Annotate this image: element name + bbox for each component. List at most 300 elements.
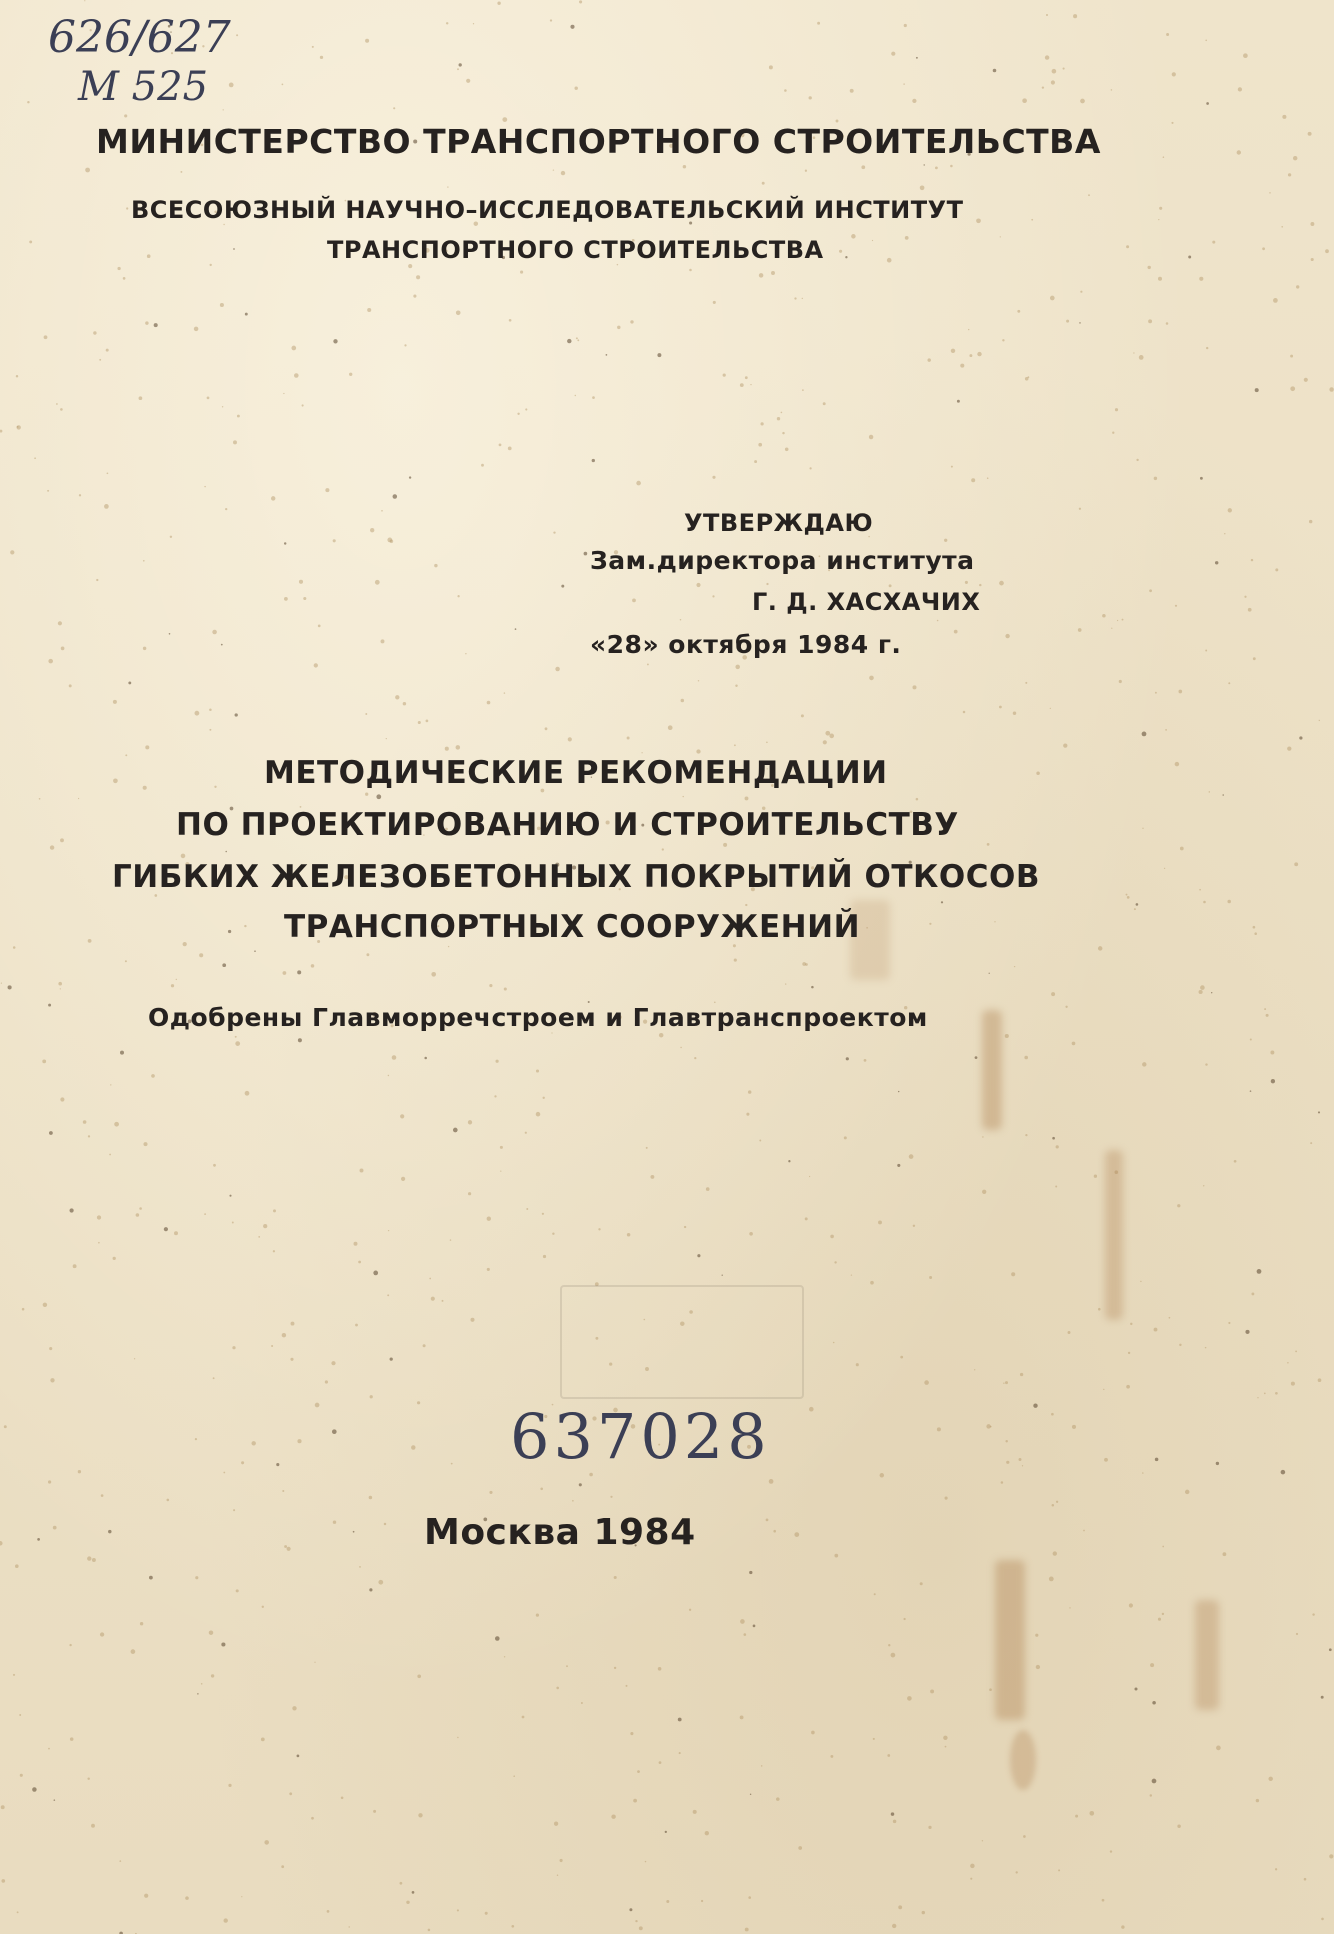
- paper-speck: [1264, 1393, 1266, 1395]
- paper-speck: [1154, 1328, 1158, 1332]
- paper-speck: [1205, 650, 1207, 652]
- paper-speck: [229, 83, 234, 88]
- paper-speck: [834, 1261, 836, 1263]
- paper-speck: [1237, 150, 1241, 154]
- paper-speck: [333, 1520, 336, 1523]
- paper-speck: [982, 1840, 983, 1841]
- paper-speck: [762, 182, 765, 185]
- paper-speck: [13, 946, 16, 949]
- ministry-heading: МИНИСТЕРСТВО ТРАНСПОРТНОГО СТРОИТЕЛЬСТВА: [96, 122, 1101, 161]
- paper-speck: [228, 930, 231, 933]
- paper-speck: [497, 1, 500, 4]
- paper-speck: [753, 1625, 756, 1628]
- paper-speck: [1270, 1051, 1274, 1055]
- paper-speck: [1178, 690, 1182, 694]
- paper-speck: [1275, 1392, 1278, 1395]
- paper-speck: [388, 1230, 389, 1231]
- paper-speck: [560, 1859, 563, 1862]
- paper-speck: [1051, 1413, 1054, 1416]
- paper-speck: [970, 1864, 975, 1869]
- paper-speck: [504, 987, 507, 990]
- paper-speck: [245, 1091, 250, 1096]
- paper-speck: [282, 1490, 284, 1492]
- paper-speck: [1248, 608, 1252, 612]
- paper-speck: [1200, 477, 1203, 480]
- paper-speck: [916, 798, 919, 801]
- paper-speck: [844, 1136, 847, 1139]
- paper-speck: [759, 1140, 761, 1142]
- paper-speck: [429, 1278, 431, 1280]
- document-title-line1: МЕТОДИЧЕСКИЕ РЕКОМЕНДАЦИИ: [264, 755, 888, 791]
- paper-speck: [1257, 1269, 1262, 1274]
- paper-speck: [1329, 1648, 1332, 1651]
- paper-speck: [457, 1909, 459, 1911]
- paper-speck: [44, 335, 48, 339]
- paper-speck: [312, 46, 314, 48]
- paper-speck: [1079, 508, 1081, 510]
- paper-speck: [944, 539, 947, 542]
- institute-heading-line2: ТРАНСПОРТНОГО СТРОИТЕЛЬСТВА: [327, 236, 824, 264]
- paper-speck: [370, 1395, 373, 1398]
- paper-speck: [794, 1532, 799, 1537]
- paper-speck: [1149, 589, 1152, 592]
- paper-speck: [496, 1060, 499, 1063]
- paper-speck: [689, 269, 692, 272]
- approval-position: Зам.директора института: [590, 546, 975, 575]
- paper-speck: [1051, 80, 1055, 84]
- paper-speck: [232, 1346, 235, 1349]
- paper-speck: [977, 352, 981, 356]
- paper-speck: [798, 1846, 802, 1850]
- paper-speck: [1111, 89, 1113, 91]
- paper-speck: [617, 326, 620, 329]
- paper-speck: [393, 107, 395, 109]
- paper-speck: [606, 354, 608, 356]
- paper-speck: [515, 628, 517, 630]
- paper-speck: [999, 706, 1002, 709]
- paper-speck: [417, 1674, 421, 1678]
- paper-speck: [681, 699, 685, 703]
- paper-speck: [93, 331, 96, 334]
- paper-speck: [574, 86, 577, 89]
- paper-speck: [769, 1479, 774, 1484]
- paper-speck: [869, 435, 873, 439]
- paper-speck: [108, 1530, 111, 1533]
- paper-speck: [222, 406, 223, 407]
- paper-speck: [271, 1345, 273, 1347]
- paper-speck: [1075, 1815, 1078, 1818]
- paper-speck: [1136, 459, 1138, 461]
- paper-speck: [381, 639, 385, 643]
- paper-speck: [851, 1274, 852, 1275]
- paper-speck: [811, 986, 814, 989]
- paper-speck: [79, 494, 81, 496]
- paper-speck: [375, 580, 380, 585]
- paper-speck: [650, 1175, 654, 1179]
- paper-speck: [185, 1896, 189, 1900]
- paper-speck: [88, 939, 92, 943]
- paper-speck: [869, 676, 874, 681]
- paper-speck: [366, 953, 369, 956]
- paper-speck: [1127, 896, 1130, 899]
- paper-speck: [536, 1613, 539, 1616]
- paper-speck: [176, 979, 177, 980]
- paper-speck: [235, 1041, 240, 1046]
- paper-speck: [1104, 1458, 1108, 1462]
- paper-speck: [294, 373, 299, 378]
- paper-speck: [60, 838, 64, 842]
- paper-speck: [222, 963, 226, 967]
- paper-speck: [874, 1593, 876, 1595]
- paper-speck: [1140, 1281, 1141, 1282]
- paper-speck: [617, 264, 619, 266]
- paper-speck: [302, 404, 304, 406]
- paper-speck: [228, 1784, 231, 1787]
- paper-speck: [647, 663, 649, 665]
- paper-speck: [805, 170, 807, 172]
- handwritten-shelf-mark: М 525: [78, 64, 209, 110]
- paper-speck: [943, 1736, 947, 1740]
- paper-speck: [504, 1656, 505, 1657]
- paper-speck: [759, 273, 764, 278]
- paper-speck: [929, 923, 931, 925]
- paper-speck: [96, 579, 98, 581]
- paper-speck: [53, 1526, 57, 1530]
- paper-speck: [1293, 156, 1297, 160]
- paper-speck: [50, 1378, 54, 1382]
- paper-speck: [734, 744, 736, 746]
- paper-speck: [1243, 53, 1248, 58]
- paper-speck: [1142, 732, 1147, 737]
- paper-speck: [258, 1236, 260, 1238]
- paper-speck: [287, 1547, 291, 1551]
- paper-speck: [705, 1831, 709, 1835]
- paper-speck: [48, 1748, 50, 1750]
- paper-speck: [922, 1911, 925, 1914]
- paper-speck: [1188, 256, 1191, 259]
- paper-speck: [639, 1926, 643, 1930]
- paper-speck: [325, 488, 329, 492]
- paper-speck: [935, 167, 938, 170]
- paper-speck: [311, 1817, 314, 1820]
- paper-speck: [830, 1235, 834, 1239]
- paper-speck: [78, 1470, 81, 1473]
- paper-speck: [1245, 1330, 1249, 1334]
- paper-speck: [47, 490, 49, 492]
- paper-speck: [976, 218, 981, 223]
- paper-speck: [27, 101, 29, 103]
- paper-speck: [941, 901, 943, 903]
- paper-speck: [378, 1580, 383, 1585]
- paper-speck: [781, 412, 783, 414]
- paper-speck: [1175, 762, 1179, 766]
- paper-speck: [665, 1831, 667, 1833]
- paper-speck: [903, 1618, 905, 1620]
- paper-speck: [1224, 533, 1225, 534]
- paper-speck: [1150, 1663, 1154, 1667]
- paper-speck: [43, 1303, 47, 1307]
- paper-speck: [209, 729, 211, 731]
- paper-speck: [1287, 1362, 1289, 1364]
- paper-speck: [712, 476, 715, 479]
- paper-speck: [1251, 1292, 1254, 1295]
- paper-speck: [1299, 736, 1302, 739]
- paper-speck: [734, 959, 737, 962]
- paper-speck: [292, 1706, 296, 1710]
- paper-speck: [551, 1032, 552, 1033]
- paper-speck: [749, 1232, 753, 1236]
- paper-speck: [1288, 173, 1291, 176]
- paper-speck: [1022, 1465, 1023, 1466]
- paper-speck: [987, 843, 990, 846]
- paper-speck: [19, 1714, 21, 1716]
- paper-speck: [289, 1792, 292, 1795]
- paper-speck: [526, 1208, 528, 1210]
- paper-speck: [723, 373, 726, 376]
- paper-speck: [123, 277, 126, 280]
- paper-speck: [1163, 156, 1165, 158]
- paper-speck: [416, 275, 420, 279]
- paper-speck: [1056, 1501, 1058, 1503]
- paper-speck: [37, 1538, 40, 1541]
- paper-speck: [224, 1918, 228, 1922]
- paper-speck: [1175, 605, 1177, 607]
- paper-speck: [561, 171, 565, 175]
- paper-speck: [851, 234, 856, 239]
- paper-speck: [1205, 40, 1207, 42]
- paper-speck: [1122, 619, 1124, 621]
- paper-speck: [970, 1878, 972, 1880]
- paper-speck: [626, 1685, 628, 1687]
- paper-speck: [945, 1746, 947, 1748]
- paper-speck: [110, 1084, 111, 1085]
- paper-speck: [1308, 132, 1312, 136]
- paper-speck: [390, 540, 394, 544]
- paper-speck: [1255, 388, 1259, 392]
- paper-speck: [359, 1566, 361, 1568]
- paper-speck: [1271, 1079, 1275, 1083]
- paper-speck: [358, 1261, 361, 1264]
- paper-speck: [113, 700, 117, 704]
- paper-speck: [723, 843, 727, 847]
- paper-speck: [418, 721, 421, 724]
- paper-speck: [237, 415, 240, 418]
- paper-speck: [662, 848, 664, 850]
- paper-speck: [735, 665, 740, 670]
- paper-speck: [1310, 1142, 1312, 1144]
- paper-speck: [511, 1925, 514, 1928]
- paper-speck: [291, 1322, 295, 1326]
- paper-speck: [1080, 291, 1082, 293]
- paper-speck: [1050, 708, 1051, 709]
- paper-speck: [254, 950, 256, 952]
- paper-speck: [1005, 1381, 1008, 1384]
- paper-speck: [183, 942, 187, 946]
- paper-speck: [114, 1122, 119, 1127]
- paper-speck: [1281, 1470, 1286, 1475]
- paper-speck: [1211, 992, 1212, 993]
- paper-speck: [1199, 277, 1203, 281]
- paper-speck: [1013, 712, 1016, 715]
- paper-speck: [627, 737, 630, 740]
- paper-speck: [712, 595, 714, 597]
- paper-speck: [283, 971, 287, 975]
- paper-speck: [553, 169, 554, 170]
- paper-speck: [845, 256, 847, 258]
- paper-speck: [1155, 692, 1157, 694]
- paper-speck: [1325, 249, 1329, 253]
- paper-speck: [1154, 477, 1157, 480]
- paper-speck: [233, 248, 235, 250]
- paper-speck: [1068, 1331, 1071, 1334]
- paper-speck: [784, 89, 787, 92]
- paper-speck: [1025, 1134, 1027, 1136]
- paper-speck: [802, 298, 803, 299]
- paper-speck: [758, 443, 762, 447]
- paper-speck: [1073, 14, 1077, 18]
- paper-speck: [1148, 319, 1152, 323]
- paper-speck: [968, 329, 969, 330]
- paper-speck: [633, 1799, 637, 1803]
- paper-speck: [801, 714, 804, 717]
- paper-speck: [1083, 1530, 1085, 1532]
- paper-speck: [802, 962, 806, 966]
- paper-speck: [204, 486, 205, 487]
- paper-speck: [1177, 1204, 1180, 1207]
- paper-speck: [145, 745, 149, 749]
- paper-speck: [1311, 258, 1314, 261]
- paper-speck: [113, 1257, 116, 1260]
- paper-speck: [1294, 862, 1298, 866]
- paper-speck: [566, 1665, 568, 1667]
- paper-speck: [1133, 352, 1134, 353]
- paper-speck: [355, 1324, 358, 1327]
- paper-speck: [54, 1799, 56, 1801]
- paper-speck: [1180, 847, 1184, 851]
- paper-speck: [706, 1187, 710, 1191]
- paper-speck: [17, 1911, 19, 1913]
- paper-speck: [409, 476, 411, 478]
- paper-speck: [413, 295, 416, 298]
- paper-speck: [614, 1667, 616, 1669]
- paper-speck: [171, 984, 174, 987]
- paper-speck: [987, 477, 989, 479]
- paper-speck: [49, 1347, 52, 1350]
- paper-speck: [1152, 1779, 1157, 1784]
- paper-speck: [450, 1239, 451, 1240]
- paper-speck: [468, 1120, 472, 1124]
- paper-speck: [898, 1091, 899, 1092]
- paper-speck: [1126, 894, 1128, 896]
- paper-speck: [1000, 236, 1001, 237]
- paper-speck: [225, 508, 227, 510]
- paper-speck: [209, 1630, 214, 1635]
- faded-library-stamp: [560, 1285, 804, 1399]
- paper-speck: [4, 1425, 7, 1428]
- paper-speck: [1005, 1440, 1007, 1442]
- paper-speck: [713, 301, 716, 304]
- paper-speck: [1129, 1603, 1133, 1607]
- paper-speck: [850, 89, 854, 93]
- paper-speck: [236, 1589, 239, 1592]
- paper-speck: [589, 1473, 593, 1477]
- paper-speck: [1020, 1373, 1023, 1376]
- paper-speck: [315, 1403, 320, 1408]
- paper-speck: [431, 1297, 435, 1301]
- paper-speck: [766, 583, 768, 585]
- paper-speck: [1216, 1462, 1219, 1465]
- paper-speck: [630, 320, 633, 323]
- paper-speck: [418, 1813, 422, 1817]
- paper-speck: [576, 337, 578, 339]
- paper-speck: [60, 1097, 64, 1101]
- stain-spot: [1010, 1730, 1036, 1790]
- paper-speck: [1110, 1850, 1112, 1852]
- paper-speck: [211, 1674, 214, 1677]
- paper-speck: [446, 22, 448, 24]
- paper-speck: [1003, 1383, 1004, 1384]
- paper-speck: [1185, 1490, 1189, 1494]
- paper-speck: [930, 1689, 934, 1693]
- paper-speck: [785, 983, 786, 984]
- paper-speck: [1282, 115, 1286, 119]
- paper-speck: [1069, 1607, 1070, 1608]
- paper-speck: [999, 581, 1004, 586]
- paper-speck: [404, 344, 406, 346]
- paper-speck: [637, 1770, 640, 1773]
- paper-speck: [823, 402, 826, 405]
- paper-speck: [1014, 966, 1015, 967]
- paper-speck: [920, 185, 925, 190]
- paper-speck: [550, 19, 552, 21]
- paper-speck: [1019, 1458, 1022, 1461]
- paper-speck: [1253, 657, 1256, 660]
- paper-speck: [1318, 1111, 1320, 1113]
- paper-speck: [905, 236, 909, 240]
- paper-speck: [788, 1160, 790, 1162]
- paper-speck: [1319, 720, 1320, 721]
- paper-speck: [447, 186, 448, 187]
- paper-speck: [388, 1075, 389, 1076]
- paper-speck: [348, 1926, 349, 1927]
- paper-speck: [1117, 620, 1118, 621]
- paper-speck: [1023, 1835, 1026, 1838]
- paper-speck: [1205, 1347, 1207, 1349]
- paper-speck: [487, 1217, 491, 1221]
- paper-speck: [1102, 614, 1106, 618]
- paper-speck: [1112, 432, 1114, 434]
- paper-speck: [920, 1582, 923, 1585]
- paper-speck: [536, 1112, 541, 1117]
- paper-speck: [1063, 743, 1067, 747]
- paper-speck: [680, 1047, 681, 1048]
- paper-speck: [1158, 1618, 1161, 1621]
- paper-speck: [887, 1754, 890, 1757]
- paper-speck: [195, 711, 200, 716]
- paper-speck: [766, 742, 768, 744]
- publication-place-year: Москва 1984: [424, 1512, 696, 1553]
- paper-speck: [614, 1576, 617, 1579]
- paper-speck: [42, 1060, 46, 1064]
- paper-speck: [1329, 387, 1333, 391]
- paper-speck: [963, 711, 966, 714]
- paper-speck: [106, 349, 109, 352]
- paper-speck: [223, 224, 224, 225]
- paper-speck: [1228, 508, 1232, 512]
- paper-speck: [928, 1826, 931, 1829]
- paper-speck: [771, 271, 775, 275]
- paper-speck: [1036, 771, 1040, 775]
